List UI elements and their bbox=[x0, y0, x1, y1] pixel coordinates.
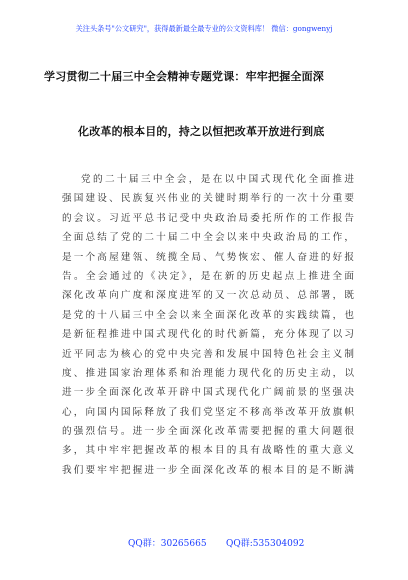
body-line: 我们要牢牢把握进一步全面深化改革的根本目的是不断满 bbox=[62, 464, 354, 476]
body-line: 的强烈信号。进一步全面深化改革需要把握的重大问题很 bbox=[62, 426, 354, 438]
body-line: 多，其中牢牢把握改革的根本目的具有战略性的重大意义 bbox=[62, 445, 354, 457]
footer bbox=[0, 538, 408, 552]
body-line: 全面总结了党的二十届二中全会以来中央政治局的工作， bbox=[62, 232, 354, 244]
body-line: 心，向国内国际释放了我们党坚定不移高举改革开放旗帜 bbox=[62, 406, 354, 418]
body-line: 的会议。习近平总书记受中央政治局委托所作的工作报告 bbox=[62, 212, 354, 224]
body-line: 进一步全面深化改革开辟中国式现代化广阔前景的坚强决 bbox=[62, 387, 354, 399]
document-body bbox=[62, 170, 354, 480]
body-line: 党的二十届三中全会，是在以中国式现代化全面推进 bbox=[81, 174, 354, 185]
body-line: 是党的十八届三中全会以来全面深化改革的实践续篇，也 bbox=[62, 309, 354, 321]
body-line: 告。全会通过的《决定》，是在新的历史起点上推进全面 bbox=[62, 270, 354, 282]
body-line: 是一个高屋建瓴、统揽全局、气势恢宏、催人奋进的好报 bbox=[62, 251, 354, 263]
document-title-line-2: 化改革的根本目的，持之以恒把改革开放进行到底 bbox=[78, 125, 325, 138]
body-line: 度、推进国家治理体系和治理能力现代化的历史主动，以 bbox=[62, 367, 354, 379]
document-title-line-1: 学习贯彻二十届三中全会精神专题党课：牢牢把握全面深 bbox=[44, 70, 324, 83]
body-line: 近平同志为核心的党中央完善和发展中国特色社会主义制 bbox=[62, 348, 354, 360]
body-line: 是新征程推进中国式现代化的时代新篇，充分体现了以习 bbox=[62, 329, 354, 341]
footer-qq-group-1[interactable]: QQ群：30265665 bbox=[128, 539, 207, 549]
body-line: 深化改革向广度和深度进军的又一次总动员、总部署，既 bbox=[62, 290, 354, 302]
top-promo-banner[interactable]: 关注头条号"公文研究"，获得最新最全最专业的公文资料库！ 微信：gongwenyj bbox=[75, 24, 333, 33]
footer-qq-group-2[interactable]: QQ群:535304092 bbox=[226, 539, 305, 549]
body-line: 强国建设、民族复兴伟业的关键时期举行的一次十分重要 bbox=[62, 193, 354, 205]
